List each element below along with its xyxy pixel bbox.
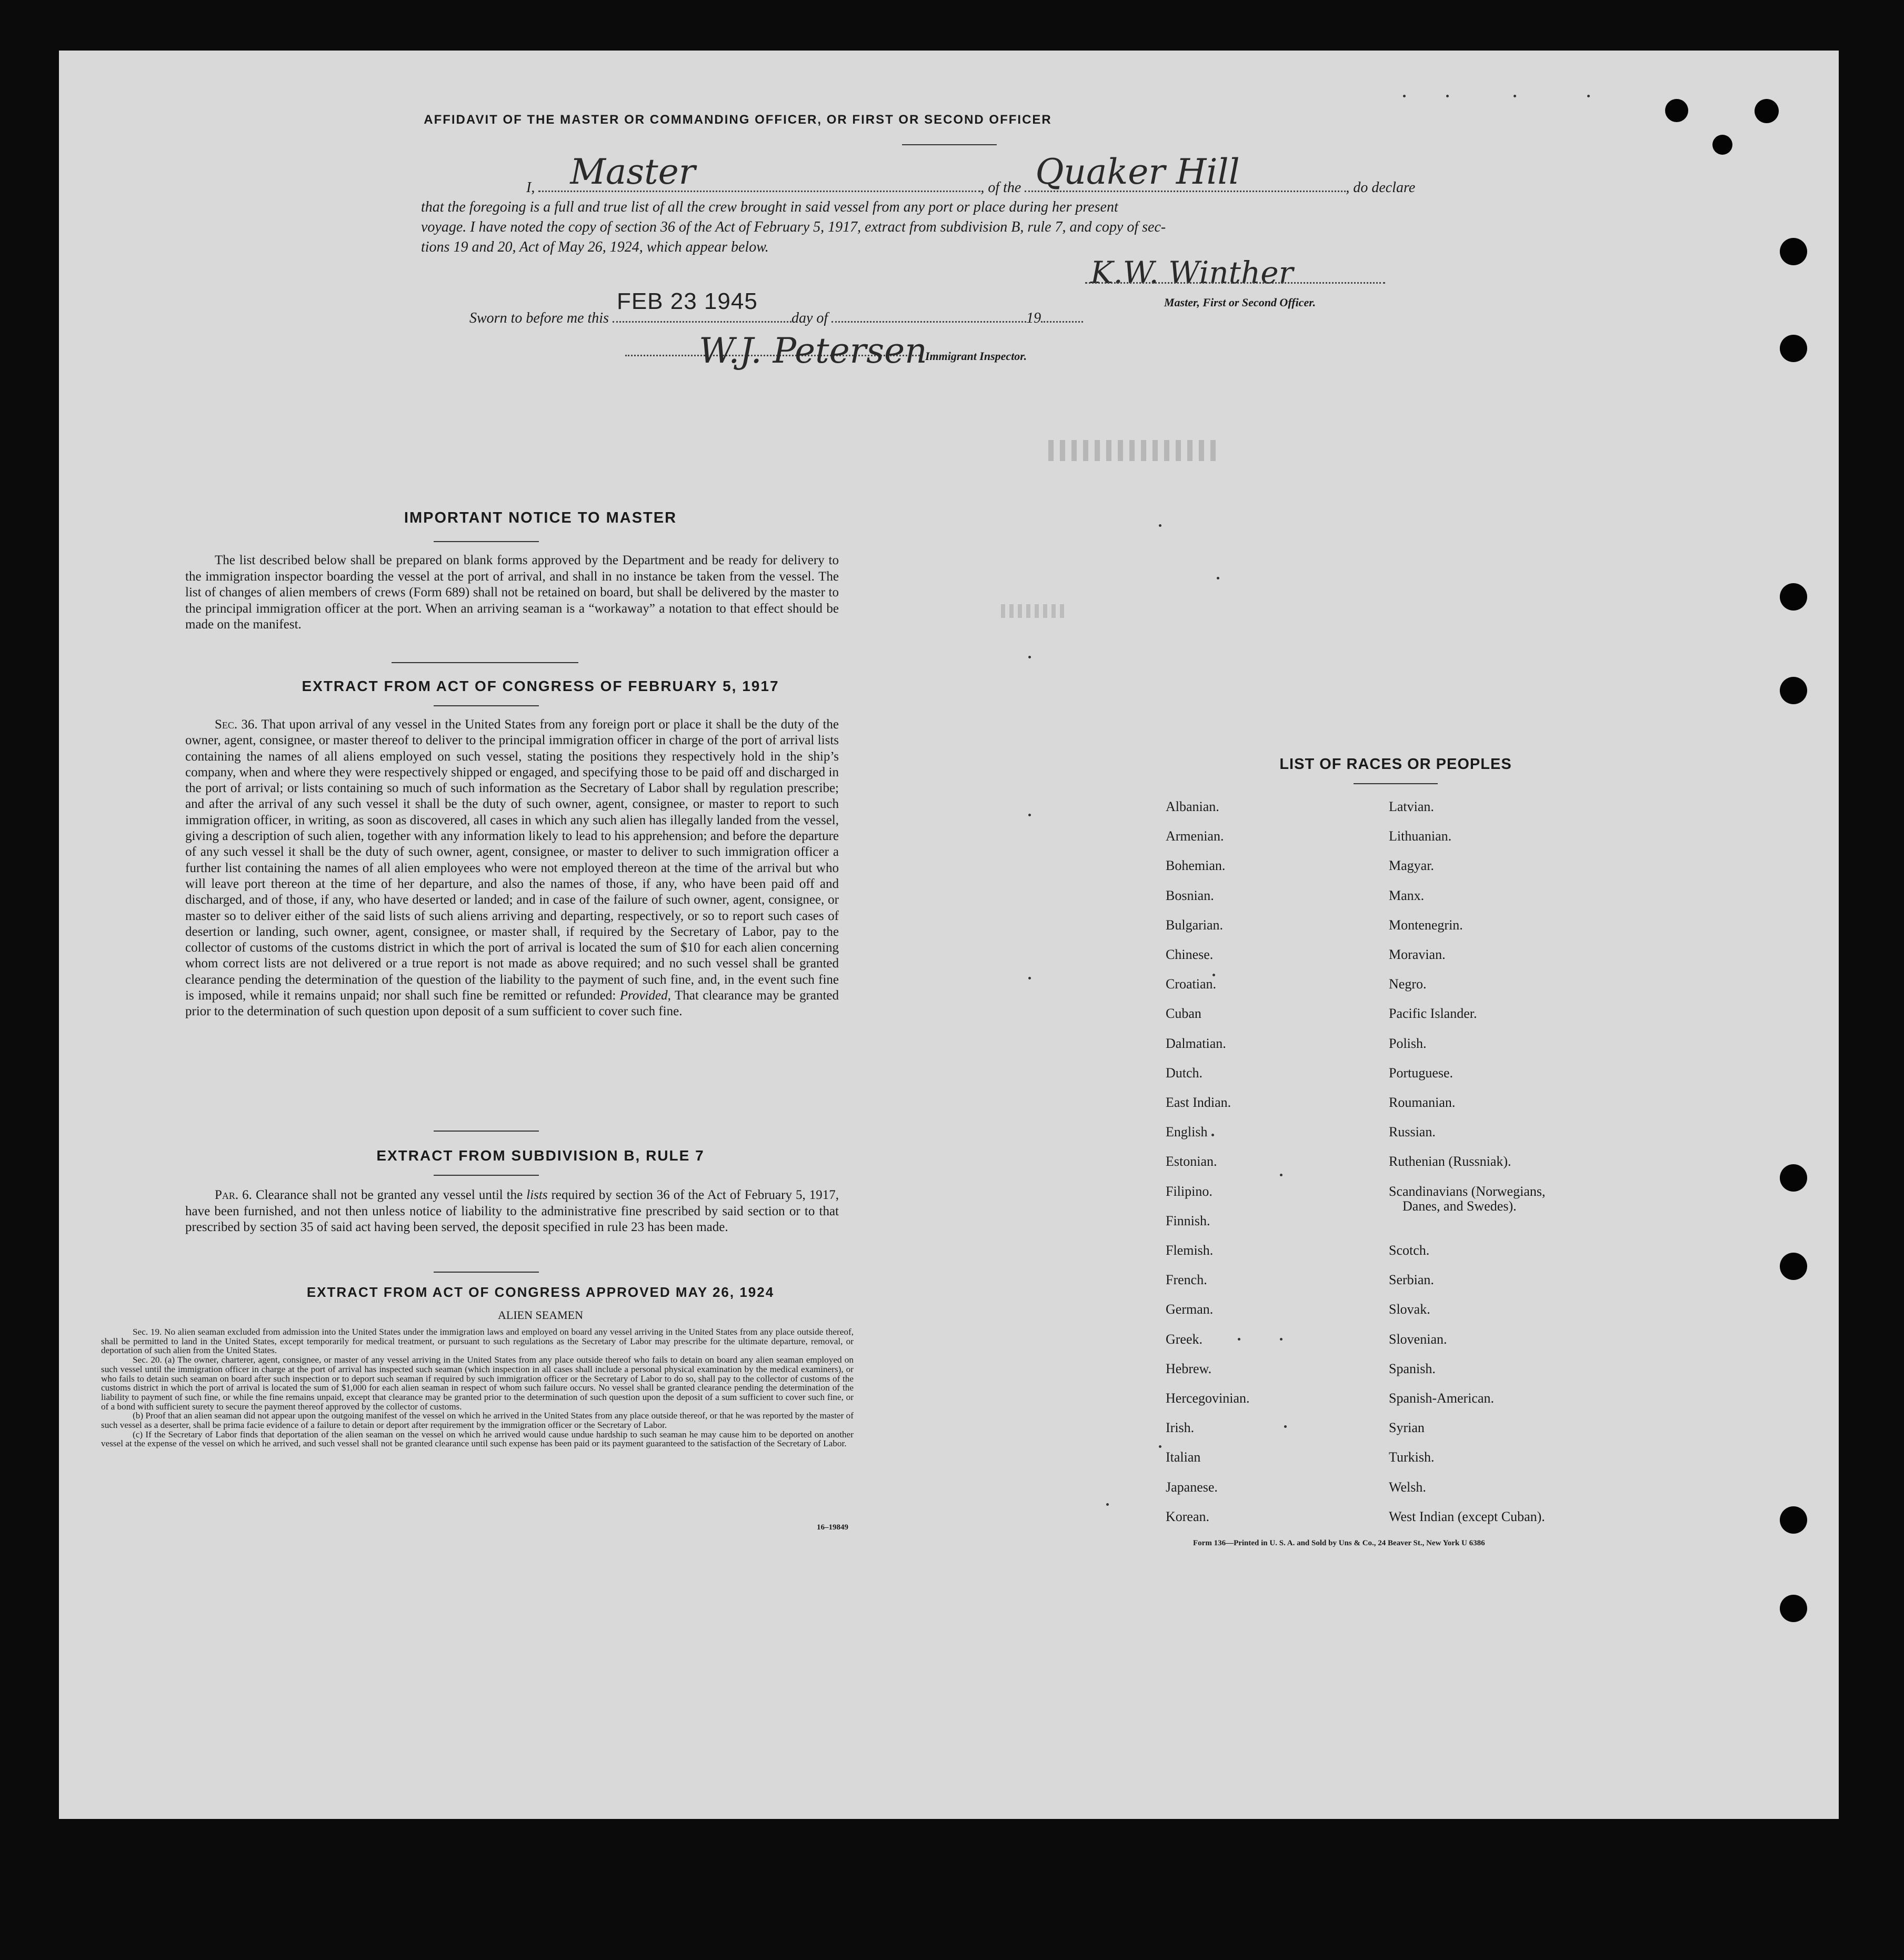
extract-1917-rule — [434, 705, 539, 706]
inspector-handwriting: W.J. Petersen — [699, 331, 927, 371]
race-item: Albanian. — [1166, 799, 1219, 814]
race-item: Portuguese. — [1389, 1065, 1454, 1081]
race-item: Italian — [1166, 1449, 1201, 1465]
race-item: Pacific Islander. — [1389, 1006, 1477, 1022]
race-item: Polish. — [1389, 1035, 1427, 1051]
punch-hole — [1780, 1164, 1807, 1192]
race-item: Serbian. — [1389, 1272, 1434, 1288]
do-declare-label: , do declare — [1346, 179, 1416, 196]
race-item: Bosnian. — [1166, 887, 1214, 903]
race-item: Filipino. — [1166, 1183, 1212, 1199]
punch-hole — [1780, 335, 1807, 362]
race-item: Spanish. — [1389, 1361, 1436, 1376]
rule7-title: EXTRACT FROM SUBDIVISION B, RULE 7 — [376, 1147, 705, 1164]
race-item: Hebrew. — [1166, 1361, 1212, 1376]
race-item: Estonian. — [1166, 1154, 1217, 1169]
sec-36-text-end: That clearance may be granted prior to the determination of such question upon deposit of a sum sufficient to cover such fine. — [185, 988, 839, 1019]
rule7-body — [185, 1187, 839, 1236]
speck — [1028, 814, 1031, 816]
speck — [1106, 1503, 1109, 1506]
race-item: Croatian. — [1166, 976, 1217, 992]
sec-36-text: That upon arrival of any vessel in the United States from any foreign port or place it shall be the duty of the owner, agent, consignee, or master thereof to deliver to the principal immigration officer in charge of the port of arrival lists containing the names of all aliens employed on such vessel, stating the positions they respectively hold in the ship’s company, when and where they were respectively shipped or engaged, and specifying those to be paid off and discharged in the port of arrival; or lists containing so much of such information as the Secretary of Labor shall by regulation prescribe; and after the arrival of any such vessel it shall be the duty of such owner, agent, consignee, or master to report to such immigration officer, in writing, as soon as discovered, all cases in which any such alien has illegally landed from the vessel, giving a description of such alien, together with any information likely to lead to his apprehension; and before the departure of any such vessel it shall be the duty of such owner, agent, consignee, or master to deliver to such immigration officer a further list containing the names of all alien employees who were not employed thereon at the time of the arrival but who will leave port thereon at the time of her departure, and also the names of those, if any, who have been paid off and discharged, and of those, if any, who have deserted or landed; and in case of the failure of such owner, agent, consignee, or master so to deliver either of the said lists of such aliens arriving and departing, respectively, or so to report such cases of desertion or landing, such owner, agent, consignee, or master shall, if required by the Secretary of Labor, pay to the collector of customs of the customs district in which the port of arrival is located the sum of $10 for each alien concerning whom correct lists are not delivered or a true report is not made as above required; and no such vessel shall be granted clearance pending the determination of the question of the liability to the payment of such fine, and, in the event such fine is imposed, while it remains unpaid; nor shall such fine be remitted or refunded: — [185, 717, 839, 1003]
affidavit-line-3: voyage. I have noted the copy of section 36 of the Act of February 5, 1917, extract from subdivision B, rule 7, and copy of sec- — [421, 219, 1166, 235]
alien-seamen-subtitle: ALIEN SEAMEN — [498, 1308, 583, 1322]
notice-body: The list described below shall be prepared on blank forms approved by the Department and be ready for delivery to the immigration inspector boarding the vessel at the port of arrival, and shall in no instance be taken from the vessel. The list of changes of alien members of crews (Form 689) shall not be retained on board, but shall be delivered by the master to the principal immigration officer at the port. When an arriving seaman is a “workaway” a notation to that effect should be made on the manifest. — [185, 553, 839, 632]
races-title: LIST OF RACES OR PEOPLES — [1279, 756, 1512, 773]
sec-19-text: Sec. 19. No alien seaman excluded from admission into the United States under the immigration laws and employed on board any vessel arriving in the United States from any place outside thereof, shall be permitted to land in the United States, except temporarily for medical treatment, or pursuant to such regulations as the Secretary of Labor may prescribe for the ultimate departure, removal, or deportation of such alien from the United States. — [101, 1327, 854, 1356]
speck — [1212, 974, 1215, 976]
year-prefix: 19 — [1026, 310, 1041, 326]
speck — [1403, 95, 1406, 97]
race-item: Negro. — [1389, 976, 1427, 992]
race-item: Dutch. — [1166, 1065, 1203, 1081]
speck — [1446, 95, 1449, 97]
race-item: French. — [1166, 1272, 1207, 1288]
race-item: Roumanian. — [1389, 1095, 1456, 1110]
punch-hole — [1755, 99, 1779, 123]
notice-title: IMPORTANT NOTICE TO MASTER — [404, 509, 677, 526]
race-item: Bulgarian. — [1166, 917, 1224, 933]
speck — [1514, 95, 1516, 97]
punch-hole — [1712, 135, 1732, 155]
notice-rule — [434, 541, 539, 542]
master-signature: K.W. Winther — [1090, 255, 1294, 291]
races-rule — [1354, 783, 1438, 784]
race-item: Spanish-American. — [1389, 1391, 1495, 1406]
punch-hole — [1780, 238, 1807, 265]
inspector-line — [625, 331, 1125, 376]
race-item: Cuban — [1166, 1006, 1201, 1022]
speck — [1028, 977, 1031, 979]
speck — [1159, 524, 1161, 527]
par-6-text: Clearance shall not be granted any vessel until the — [255, 1188, 523, 1202]
inspector-caption: Immigrant Inspector. — [925, 349, 1027, 363]
extract-1917-body — [185, 717, 839, 1020]
race-item: English — [1166, 1124, 1208, 1140]
master-handwriting: Master — [570, 152, 696, 192]
race-item: Scotch. — [1389, 1243, 1430, 1258]
affidavit-title: AFFIDAVIT OF THE MASTER OR COMMANDING OFFICER, OR FIRST OR SECOND OFFICER — [424, 113, 1052, 127]
affidavit-line-2: that the foregoing is a full and true list of all the crew brought in said vessel from any port or place during her present — [421, 199, 1118, 215]
punch-hole — [1780, 583, 1807, 611]
sworn-label: Sworn to before me this — [469, 310, 609, 326]
punch-hole — [1665, 99, 1688, 122]
race-item: Korean. — [1166, 1508, 1210, 1524]
race-item: Greek. — [1166, 1331, 1203, 1347]
speck — [1238, 1338, 1240, 1341]
affidavit-line-1 — [526, 152, 1468, 201]
provided-word: Provided, — [619, 988, 671, 1003]
extract-1917-end-rule — [434, 1131, 539, 1132]
affidavit-line-4: tions 19 and 20, Act of May 26, 1924, which appear below. — [421, 239, 769, 255]
race-item: Slovenian. — [1389, 1331, 1447, 1347]
speck — [1280, 1338, 1282, 1341]
race-item: Syrian — [1389, 1420, 1425, 1436]
document-page — [59, 51, 1839, 1819]
rule7-end-rule — [434, 1272, 539, 1273]
month-field — [831, 305, 1026, 323]
extract-1924-title: EXTRACT FROM ACT OF CONGRESS APPROVED MAY 26, 1924 — [306, 1284, 775, 1300]
race-item: Flemish. — [1166, 1243, 1214, 1258]
speck — [1284, 1425, 1287, 1428]
signature-caption: Master, First or Second Officer. — [1164, 296, 1316, 309]
race-item: East Indian. — [1166, 1095, 1231, 1110]
sec-20b-text: (b) Proof that an alien seaman did not appear upon the outgoing manifest of the vessel on which he arrived in the United States from any place outside thereof, or that he was reported by the master of such vessel as a deserter, shall be prima facie evidence of a failure to detain or deport after requirement by the immigration officer or the Secretary of Labor. — [101, 1411, 854, 1431]
race-item: Turkish. — [1389, 1449, 1435, 1465]
punch-hole — [1780, 677, 1807, 704]
race-item: Magyar. — [1389, 858, 1434, 874]
race-item: Irish. — [1166, 1420, 1195, 1436]
race-item: West Indian (except Cuban). — [1389, 1508, 1545, 1524]
title-underline — [902, 144, 997, 145]
race-item: Manx. — [1389, 887, 1425, 903]
punch-hole — [1780, 1506, 1807, 1534]
par-6-label: Par. 6. — [215, 1188, 252, 1202]
speck — [1028, 656, 1031, 658]
race-item: Bohemian. — [1166, 858, 1226, 874]
race-item: Finnish. — [1166, 1213, 1210, 1228]
extract-1924-body — [101, 1327, 854, 1448]
speck — [1587, 95, 1590, 97]
race-item: Hercegovinian. — [1166, 1391, 1250, 1406]
race-item: Japanese. — [1166, 1479, 1218, 1495]
speck — [1211, 1134, 1214, 1136]
rule7-rule — [434, 1175, 539, 1176]
extract-1917-title: EXTRACT FROM ACT OF CONGRESS OF FEBRUARY 5, 1917 — [302, 678, 779, 694]
signature-line — [1085, 282, 1385, 284]
vessel-field — [1025, 152, 1346, 192]
year-field — [1041, 305, 1083, 323]
date-field — [613, 288, 791, 323]
race-item: Dalmatian. — [1166, 1035, 1226, 1051]
races-list — [1111, 799, 1638, 1588]
faint-marks-2 — [1001, 604, 1064, 618]
sec-20c-text: (c) If the Secretary of Labor finds that deportation of the alien seaman on the vessel on which he arrived would cause undue hardship to such seaman he may cause him to be deported on another vessel at the expense of the vessel on which he arrived, and such vessel shall not be granted clearance until such expense has been paid or its payment guaranteed to the satisfaction of the Secretary of Labor. — [101, 1429, 854, 1449]
par-6-text-end: required by section 36 of the Act of February 5, 1917, have been furnished, and not then unless notice of liability to the administrative fine prescribed by said section or to that prescribed by section 35 of said act having been served, the deposit specified in rule 23 has been made. — [185, 1188, 839, 1234]
race-item: Lithuanian. — [1389, 828, 1452, 844]
speck — [1280, 1174, 1282, 1176]
lists-word: lists — [526, 1188, 548, 1202]
sec-36-label: Sec. 36. — [215, 717, 258, 732]
race-item: Latvian. — [1389, 799, 1434, 814]
punch-hole — [1780, 1595, 1807, 1622]
printer-footer: Form 136—Printed in U. S. A. and Sold by Uns & Co., 24 Beaver St., New York U 6386 — [1193, 1539, 1485, 1547]
faint-marks — [1048, 440, 1222, 461]
speck — [1217, 577, 1219, 579]
race-item: Ruthenian (Russniak). — [1389, 1154, 1511, 1169]
i-label: I, — [526, 179, 535, 196]
sworn-line — [469, 288, 1164, 328]
date-stamp: FEB 23 1945 — [616, 288, 758, 314]
race-item: German. — [1166, 1302, 1214, 1317]
of-the-label: , of the — [980, 179, 1021, 196]
race-item: Armenian. — [1166, 828, 1224, 844]
race-item: Moravian. — [1389, 947, 1446, 962]
sec-20a-text: Sec. 20. (a) The owner, charterer, agent, consignee, or master of any vessel arriving in the United States from any place outside thereof who fails to detain on board any alien seaman employed on such vessel until the immigration officer in charge at the port of arrival has inspected such seaman (which inspection in all cases shall include a personal physical examination by the medical examiners), or who fails to detain such seaman on board after such inspection or to deport such seaman if required by such immigration officer or the Secretary of Labor to do so, shall pay to the collector of customs of the customs district in which the port of arrival is located the sum of $1,000 for each alien seaman in respect of whom such failure occurs. No vessel shall be granted clearance pending the determination of the liability to payment of such fine, or while the fine remains unpaid, except that clearance may be granted prior to the determination of such question upon the deposit of a sum sufficient to cover such fine, or of a bond with sufficient surety to secure the payment thereof approved by the collector of customs. — [101, 1355, 854, 1412]
race-item: Chinese. — [1166, 947, 1214, 962]
notice-end-rule — [392, 662, 578, 663]
race-item: Slovak. — [1389, 1302, 1430, 1317]
race-item-continuation: Danes, and Swedes). — [1402, 1198, 1517, 1214]
vessel-name-handwriting: Quaker Hill — [1035, 152, 1240, 192]
race-item: Welsh. — [1389, 1479, 1426, 1495]
form-number: 16–19849 — [817, 1523, 848, 1532]
punch-hole — [1780, 1253, 1807, 1280]
day-of-label: day of — [791, 310, 828, 326]
race-item: Scandinavians (Norwegians, — [1389, 1183, 1546, 1199]
race-item: Montenegrin. — [1389, 917, 1463, 933]
speck — [1159, 1445, 1161, 1448]
master-field — [538, 152, 980, 192]
race-item: Russian. — [1389, 1124, 1436, 1140]
